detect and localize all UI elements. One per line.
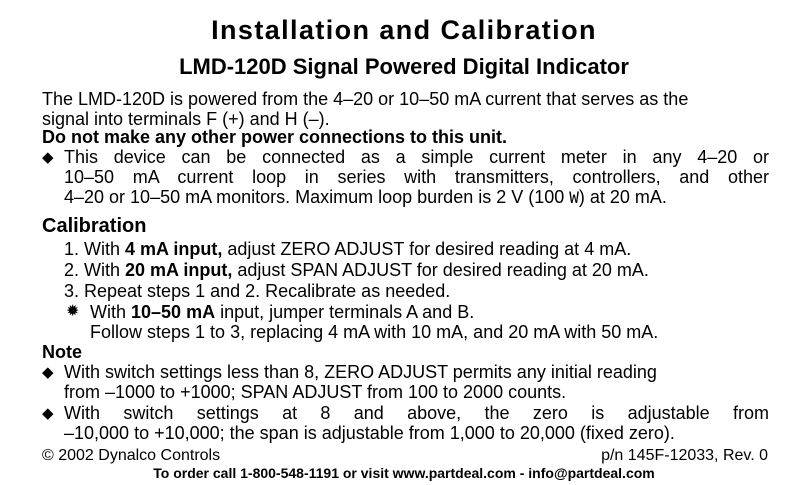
power-warning: Do not make any other power connections to this unit.	[42, 127, 508, 147]
calibration-step-2	[64, 259, 649, 281]
page-subtitle: LMD-120D Signal Powered Digital Indicator	[179, 54, 629, 79]
note-2-line-1: With switch settings at 8 and above, the zero is adjustable from	[64, 403, 769, 423]
note-1-line-1: With switch settings less than 8, ZERO ADJUST permits any initial reading	[64, 362, 657, 382]
ohm-symbol: W	[569, 188, 579, 207]
step-2-prefix: 2. With	[64, 260, 126, 280]
device-line-1: This device can be connected as a simple current meter in any 4–20 or	[64, 147, 769, 167]
part-number: p/n 145F-12033, Rev. 0	[601, 447, 768, 464]
alt-prefix: With	[90, 302, 132, 322]
step-1-input: 4 mA input,	[125, 239, 223, 259]
copyright: © 2002 Dynalco Controls	[42, 447, 221, 464]
calibration-alt-line-1	[90, 301, 474, 323]
page-title: Installation and Calibration	[211, 15, 597, 45]
note-1-line-2: from –1000 to +1000; SPAN ADJUST from 100 to 2000 counts.	[64, 382, 567, 402]
diamond-bullet-icon: ◆	[42, 364, 54, 381]
asterisk-bullet-icon: ✹	[66, 303, 80, 320]
note-2-line-2: –10,000 to +10,000; the span is adjustable from 1,000 to 20,000 (fixed zero).	[64, 423, 675, 443]
alt-input: 10–50 mA	[131, 302, 216, 322]
note-heading: Note	[42, 342, 82, 362]
device-line-3-text: 4–20 or 10–50 mA monitors. Maximum loop burden is 2 V (100	[64, 187, 570, 207]
step-2-text: adjust SPAN ADJUST for desired reading at 20 mA.	[232, 260, 649, 280]
order-info: To order call 1-800-548-1191 or visit www.partdeal.com - info@partdeal.com	[153, 465, 655, 481]
calibration-step-1	[64, 238, 631, 260]
alt-text: input, jumper terminals A and B.	[215, 302, 475, 322]
intro-line-2: signal into terminals F (+) and H (–).	[42, 109, 330, 129]
step-2-input: 20 mA input,	[125, 260, 233, 280]
calibration-step-3: 3. Repeat steps 1 and 2. Recalibrate as needed.	[64, 281, 451, 301]
diamond-bullet-icon: ◆	[42, 405, 54, 422]
step-1-text: adjust ZERO ADJUST for desired reading at 4 mA.	[222, 239, 632, 259]
device-line-3-end: ) at 20 mA.	[578, 187, 667, 207]
diamond-bullet-icon: ◆	[42, 149, 54, 166]
calibration-alt-line-2: Follow steps 1 to 3, replacing 4 mA with 10 mA, and 20 mA with 50 mA.	[90, 322, 659, 342]
step-1-prefix: 1. With	[64, 239, 126, 259]
calibration-heading: Calibration	[42, 215, 147, 237]
device-line-3	[64, 186, 667, 209]
device-line-2: 10–50 mA current loop in series with transmitters, controllers, and other	[64, 167, 769, 187]
intro-line-1: The LMD-120D is powered from the 4–20 or 10–50 mA current that serves as the	[42, 89, 689, 109]
